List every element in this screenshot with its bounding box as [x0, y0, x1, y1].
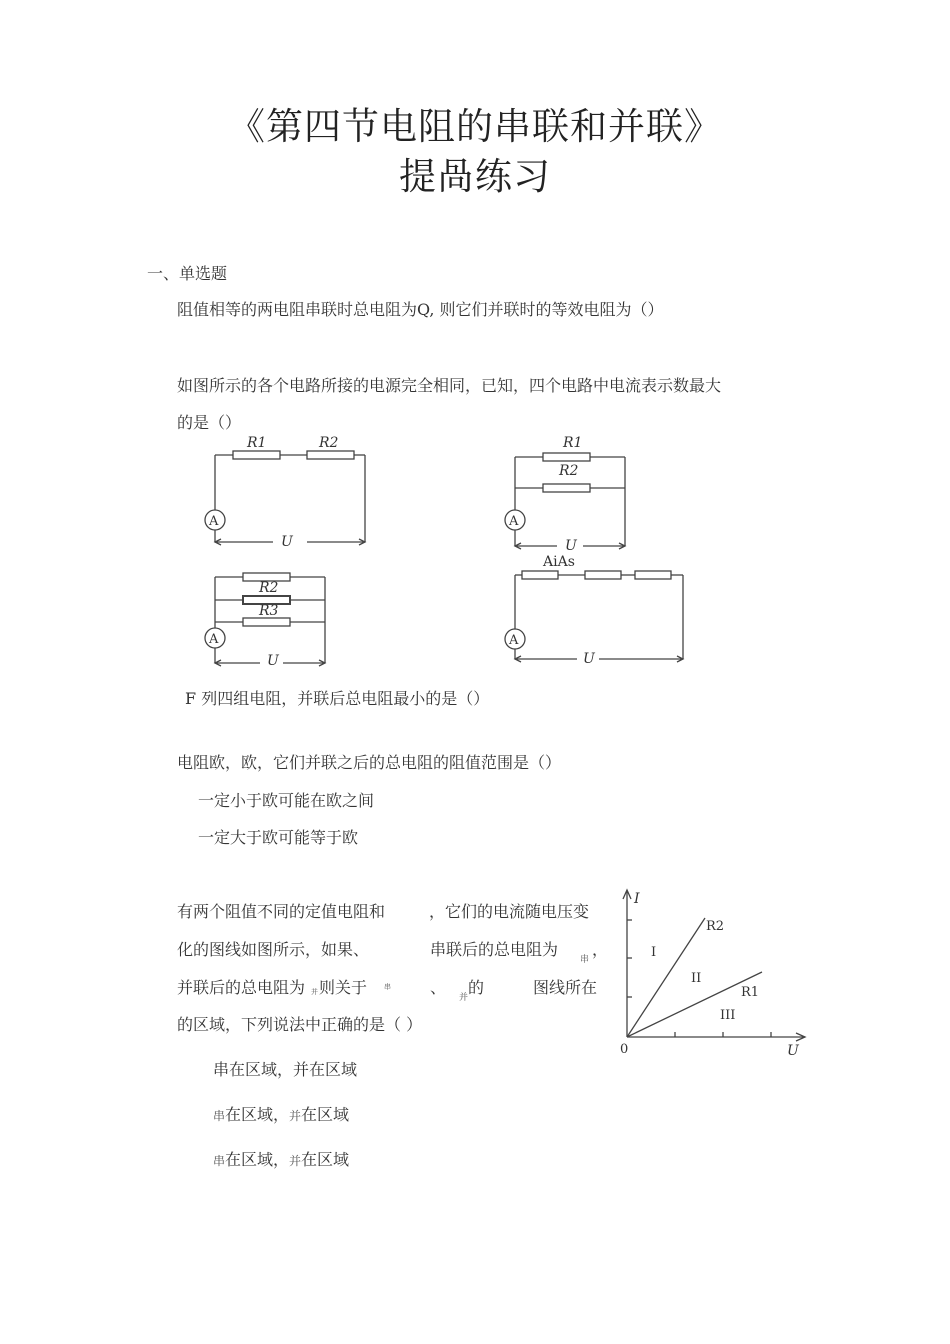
- option-text: 在区域: [301, 1105, 350, 1124]
- question-2-line1: 如图所示的各个电路所接的电源完全相同，已知，四个电路中电流表示数最大: [177, 376, 722, 395]
- subscript-parallel: 并: [289, 1109, 302, 1123]
- question-5-line2b: 串联后的总电阻为: [430, 940, 559, 959]
- question-2-line2: 的是（）: [177, 413, 242, 432]
- question-5-line3a: 并联后的总电阻为: [177, 978, 306, 997]
- line-label-r1: R1: [741, 985, 760, 1000]
- section-heading: 一、单选题: [147, 264, 228, 283]
- option-text: 在区域: [301, 1150, 350, 1169]
- line-label-r2: R2: [706, 919, 725, 934]
- question-5-line3b: 则关于: [319, 978, 368, 997]
- subscript-series: 串: [384, 983, 391, 991]
- voltage-label: U: [583, 651, 595, 667]
- question-5-line2c: ，: [592, 940, 609, 959]
- question-4-option-1: 一定小于欧可能在欧之间: [198, 791, 375, 810]
- question-5-option-1: 串在区域，并在区域: [213, 1060, 358, 1079]
- question-5-option-3: [213, 1147, 349, 1170]
- ammeter-symbol: A: [209, 514, 219, 529]
- region-label-1: I: [651, 945, 657, 960]
- resistor-group-label: AiAs: [543, 554, 575, 570]
- circuit-diagram-2: [495, 430, 645, 555]
- origin-label: 0: [620, 1042, 629, 1057]
- subscript-series: 串: [213, 1109, 226, 1123]
- resistor-label-r2: R2: [259, 580, 279, 596]
- question-3: F 列四组电阻，并联后总电阻最小的是（）: [185, 689, 490, 708]
- resistor-label-r3: R3: [259, 603, 279, 619]
- question-5-line3c: 、: [430, 978, 447, 997]
- question-5-option-2: [213, 1102, 349, 1125]
- option-text: 在区域，: [225, 1150, 290, 1169]
- region-label-2: II: [691, 971, 702, 986]
- iu-graph: [605, 885, 820, 1065]
- subscript-series: 串: [213, 1154, 226, 1168]
- subscript-parallel: 并: [311, 988, 318, 996]
- resistor-label-r1: R1: [563, 435, 583, 451]
- question-5-line2a: 化的图线如图所示，如果、: [177, 940, 370, 959]
- circuit-diagram-3: [195, 565, 345, 675]
- question-5-line1a: 有两个阻值不同的定值电阻和: [177, 902, 386, 921]
- question-5-line3e: 图线所在: [533, 978, 598, 997]
- resistor-label-r2: R2: [559, 463, 579, 479]
- circuit-diagram-1: [195, 430, 380, 555]
- subscript-parallel: 并: [459, 993, 469, 1003]
- question-5-line1b: ，它们的电流随电压变: [429, 902, 590, 921]
- voltage-label: U: [565, 538, 577, 554]
- voltage-label: U: [267, 653, 279, 669]
- subscript-series: 串: [580, 955, 590, 965]
- question-4: 电阻欧，欧，它们并联之后的总电阻的阻值范围是（）: [177, 753, 562, 772]
- voltage-label: U: [281, 534, 293, 550]
- region-label-3: III: [720, 1008, 736, 1023]
- resistor-label-r2: R2: [319, 435, 339, 451]
- ammeter-symbol: A: [209, 632, 219, 647]
- question-4-option-2: 一定大于欧可能等于欧: [198, 828, 359, 847]
- resistor-label-r1: R1: [247, 435, 267, 451]
- page-title: 《第四节电阻的串联和并联》: [228, 105, 722, 148]
- y-axis-label: I: [634, 891, 640, 907]
- subscript-parallel: 并: [289, 1154, 302, 1168]
- question-5-line4: 的区域，下列说法中正确的是（ ）: [177, 1015, 423, 1034]
- question-1: 阻值相等的两电阻串联时总电阻为Q, 则它们并联时的等效电阻为（）: [177, 300, 664, 319]
- circuit-diagram-4: [495, 548, 695, 673]
- x-axis-label: U: [787, 1043, 799, 1059]
- question-5-line3d: 的: [468, 978, 485, 997]
- ammeter-symbol: A: [509, 633, 519, 648]
- option-text: 在区域，: [225, 1105, 290, 1124]
- ammeter-symbol: A: [509, 514, 519, 529]
- page-subtitle: 提咼练习: [399, 155, 551, 198]
